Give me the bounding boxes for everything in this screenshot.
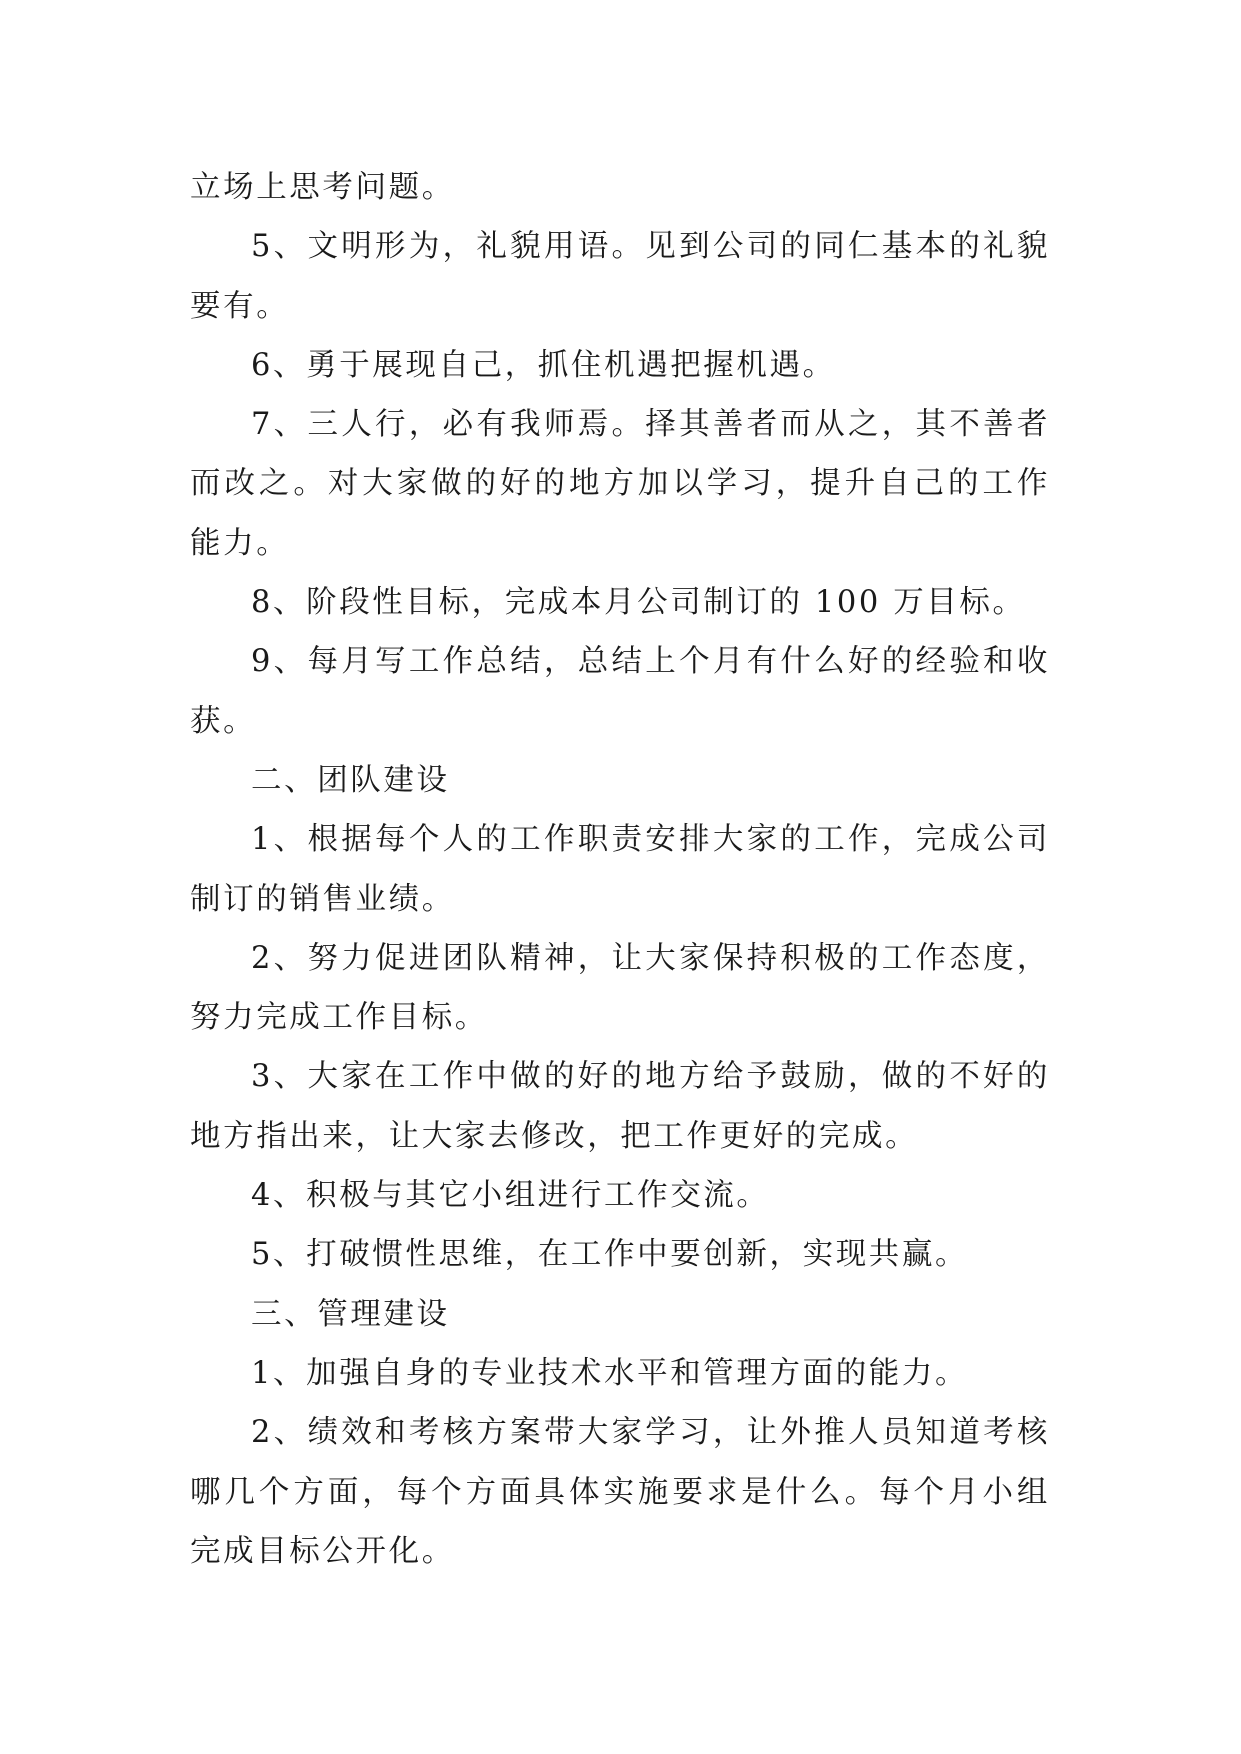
paragraph-item-7: 7、三人行，必有我师焉。择其善者而从之，其不善者而改之。对大家做的好的地方加以学习，提升自己的工作能力。 [190,407,1050,561]
paragraph-team-1: 1、根据每个人的工作职责安排大家的工作，完成公司制订的销售业绩。 [190,822,1050,917]
paragraph-management-2: 2、绩效和考核方案带大家学习，让外推人员知道考核哪几个方面，每个方面具体实施要求是什么。每个月小组完成目标公开化。 [190,1415,1050,1569]
paragraph-team-5: 5、打破惯性思维，在工作中要创新，实现共赢。 [251,1237,969,1273]
paragraph-item-5: 5、文明形为，礼貌用语。见到公司的同仁基本的礼貌要有。 [190,229,1050,324]
paragraph-team-4: 4、积极与其它小组进行工作交流。 [251,1178,770,1214]
section-heading-management: 三、管理建设 [251,1296,450,1332]
section-heading-team-building: 二、团队建设 [251,762,450,798]
paragraph-management-1: 1、加强自身的专业技术水平和管理方面的能力。 [251,1355,969,1391]
paragraph-item-8: 8、阶段性目标，完成本月公司制订的 100 万目标。 [251,585,1026,621]
paragraph-continuation: 立场上思考问题。 [190,170,455,205]
document-body [190,158,1050,1581]
paragraph-team-2: 2、努力促进团队精神，让大家保持积极的工作态度，努力完成工作目标。 [190,940,1050,1036]
paragraph-item-6: 6、勇于展现自己，抓住机遇把握机遇。 [251,347,836,383]
paragraph-team-3: 3、大家在工作中做的好的地方给予鼓励，做的不好的地方指出来，让大家去修改，把工作更好的完成。 [190,1059,1050,1154]
paragraph-item-9: 9、每月写工作总结，总结上个月有什么好的经验和收获。 [190,644,1050,739]
